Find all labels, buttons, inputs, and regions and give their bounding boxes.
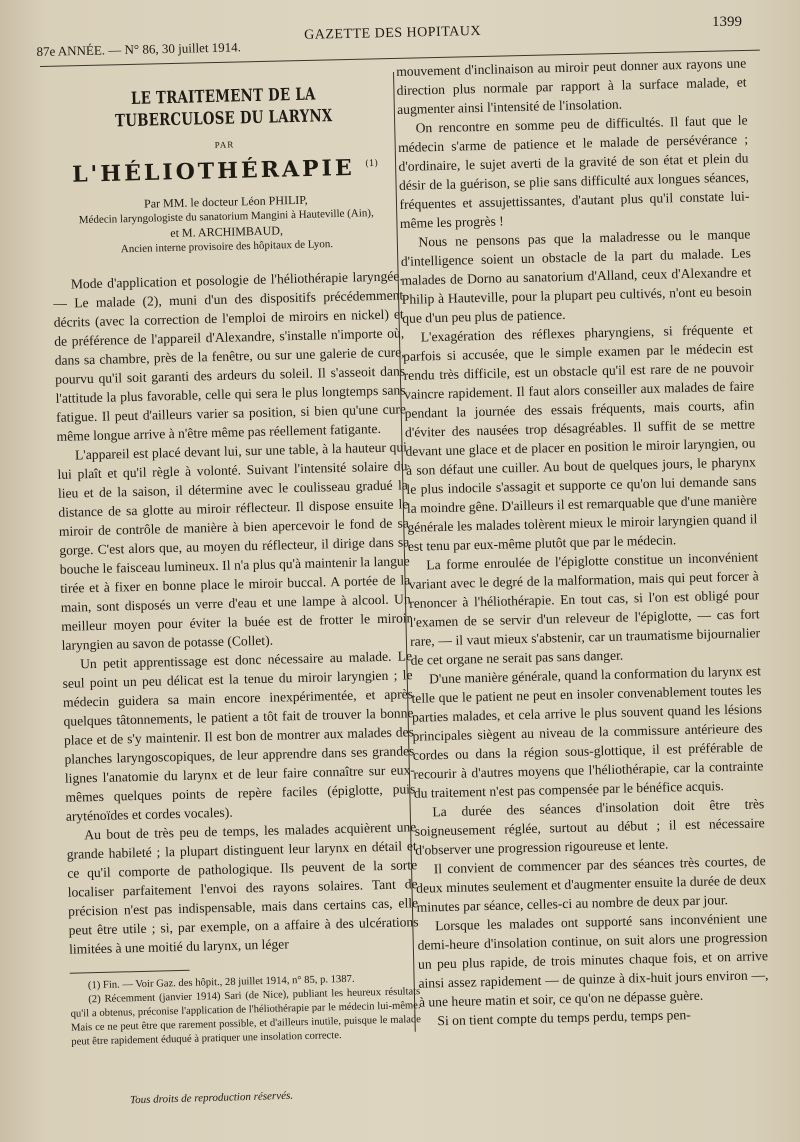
author-1: Par MM. le docteur Léon PHILIP, [143, 193, 308, 212]
author-2-role: Ancien interne provisoire des hôpitaux de Lyon. [120, 238, 334, 256]
footnotes [70, 972, 422, 1051]
subtitle-footnote-marker: (1) [365, 158, 379, 170]
right-column [396, 53, 770, 1030]
paragraph: mouvement d'inclinaison au miroir peut donner aux rayons une direction plus normale par rapport à la surface malade, et augmenter ainsi l'intensité de l'insolation. [396, 55, 747, 117]
paragraph: On rencontre en somme peu de difficultés. Il faut que le médecin s'arme de patience et le malade de persévérance ; d'ordinaire, le sujet averti de la gravité de son état et plein du désir de la guérison, se plie sans difficulté aux longues séances, fréquentes et assujettissantes, d'autant plus qu'il constate lui-même les progrès ! [397, 112, 750, 231]
footnote: (2) Récemment (janvier 1914) Sari (de Nice), publiant les heureux résultats qu'il a obtenus, préconise l'application de l'héliothérapie par le médecin lui-même. Mais ce ne peut être que rarement possible, et d'ailleurs inutile, puisque le malade peut être rapidement éduqué à pratiquer une insolation correcte. [70, 986, 422, 1049]
paragraph: La durée des séances d'insolation doit être très soigneusement réglée, surtout au début ; il est nécessaire d'observer une progression rigoureuse et lente. [414, 796, 765, 858]
rights-notice: Tous droits de reproduction réservés. [129, 1089, 294, 1107]
paragraph: L'appareil est placé devant lui, sur une table, à la hauteur qui lui plaît et qu'il règle à volonté. Suivant l'intensité solaire du lieu et de la saison, il détermine avec le coulisseau gradué la distance de sa glotte au miroir réflecteur. Il dispose ensuite le miroir de contrôle de manière à bien apercevoir le fond de sa gorge. C'est alors que, au moyen du réflecteur, il dirige dans sa bouche le faisceau lumineux. Il n'a plus qu'à maintenir la langue tirée et à fixer en bonne place le miroir buccal. A portée de la main, sont disposés un verre d'eau et une lampe à alcool. Un meilleur moyen pour éviter la buée est de frotter le miroir laryngien au savon de potasse (Collet). [57, 439, 412, 654]
paragraph: Au bout de très peu de temps, les malades acquièrent une grande habileté ; la plupart distinguent leur larynx en détail et ce qu'il comporte de pathologique. Ils peuvent de la sorte localiser parfaitement l'envoi des rayons solaires. Tant de précision n'est pas indispensable, mais dans certains cas, elle peut être utile ; si, par exemple, on a affaire à des ulcérations limitées à une moitié du larynx, un léger [66, 819, 419, 958]
paragraph: D'une manière générale, quand la conformation du larynx est telle que le patient ne peut en insoler convenablement toutes les parties malades, et cela arrive le plus souvent quand les lésions principales siègent au niveau de la commissure antérieure des cordes ou dans la région sous-glottique, il est préférable de recourir à d'autres moyens que l'héliothérapie, car la contrainte du traitement n'est pas compensée par le bénéfice acquis. [411, 663, 764, 801]
paragraph: Lorsque les malades ont supporté sans inconvénient une demi-heure d'insolation continue, on suit alors une progression un peu plus rapide, de trois minutes chaque fois, et on arrive ainsi assez rapidement — de quinze à dix-huit jours environ —, à une heure matin et soir, ce qu'on ne dépasse guère. [417, 910, 769, 1010]
article-title: LE TRAITEMENT DE LA TUBERCULOSE DU LARYNX [114, 84, 333, 132]
paragraph: Si on tient compte du temps perdu, temps pen- [437, 1007, 691, 1029]
paragraph: La forme enroulée de l'épiglotte constitue un inconvénient variant avec le degré de la malformation, mais qui peut forcer à renoncer à l'héliothérapie. En tout cas, si l'on est obligé pour l'examen de se servir d'un releveur de l'épiglotte, — cas fort rare, — il vaut mieux s'abstenir, car un traumatisme bijournalier de cet organe ne serait pas sans danger. [408, 549, 761, 668]
title-par: PAR [214, 139, 235, 150]
subtitle-text: L'HÉLIOTHÉRAPIE [71, 154, 355, 188]
paragraph: Il convient de commencer par des séances très courtes, de deux minutes seulement et d'augmenter ensuite la durée de deux minutes par séance, celles-ci au nombre de deux par jour. [416, 853, 767, 915]
page-number: 1399 [712, 14, 742, 30]
edition-line: 87e ANNÉE. — N° 86, 30 juillet 1914. [36, 39, 242, 59]
author-1-role: Médecin laryngologiste du sanatorium Mangini à Hauteville (Ain), [78, 207, 374, 227]
article-subtitle [50, 154, 400, 188]
paragraph: Mode d'application et posologie de l'héliothérapie laryngée. — Le malade (2), muni d'un des dispositifs précédemment décrits (avec la correction de l'emploi de miroirs en nickel) et de préférence de l'appareil d'Alexandre, s'installe n'importe où, dans sa chambre, près de la fenêtre, ou sur une galerie de cure, pourvu qu'il soit garanti des ardeurs du soleil. Il s'asseoit dans l'attitude la plus favorable, celle qui sera le plus longtemps sans fatigue. Il peut d'ailleurs varier sa position, si bien qu'une cure même longue arrive à n'être même pas réellement fatigante. [53, 268, 407, 445]
author-2: et M. ARCHIMBAUD, [170, 223, 284, 241]
journal-title: GAZETTE DES HOPITAUX [304, 23, 482, 43]
paragraph: Un petit apprentissage est donc nécessaire au malade. Le seul point un peu délicat est la tenue du miroir laryngien ; le médecin guidera sa main encore inexpérimentée, et après quelques tâtonnements, le patient a tôt fait de trouver la bonne place et de s'y maintenir. Il est bon de montrer aux malades des planches laryngoscopiques, de leur apprendre dans ses grandes lignes l'anatomie du larynx et de leur faire connaître sur eux-mêmes quelques points de repère faciles (épiglotte, puis aryténoïdes et cordes vocales). [62, 648, 416, 825]
paragraph: Nous ne pensons pas que la maladresse ou le manque d'intelligence soient un obstacle de la part du malade. Les malades de Dorno au sanatorium d'Alland, ceux d'Alexandre et Philip à Hauteville, pour la plupart peu cultivés, n'ont eu besoin que d'un peu plus de patience. [400, 226, 752, 326]
footnote: (1) Fin. — Voir Gaz. des hôpit., 28 juillet 1914, n° 85, p. 1387. [87, 974, 355, 992]
paragraph: L'exagération des réflexes pharyngiens, si fréquente et parfois si accusée, que le simple examen par le médecin est rendu très difficile, est un obstacle qu'il est rare de ne pouvoir vaincre rapidement. Il faut alors conseiller aux malades de faire pendant la journée des essais fréquents, mais courts, afin d'éviter des nausées trop désagréables. Il suffit de se mettre devant une glace et de placer en position le miroir laryngien, ou à son défaut une cuiller. Au bout de quelques jours, le pharynx le plus indocile s'assagit et supporte ce qu'on lui demande sans la moindre gêne. D'ailleurs il est remarquable que d'une manière générale les malades tolèrent mieux le miroir laryngien quand il est tenu par eux-même plutôt que par le médecin. [403, 321, 758, 554]
left-column [48, 77, 421, 1050]
